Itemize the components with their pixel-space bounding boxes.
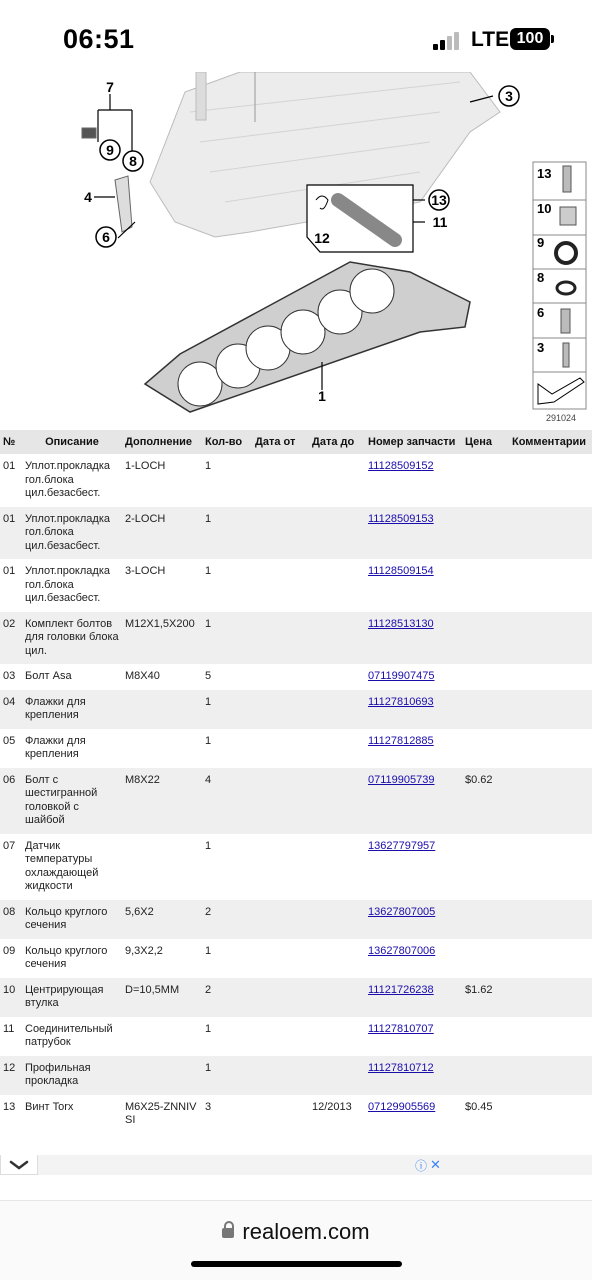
- description-text: Датчик температуры охлаждающей жидкости: [25, 839, 99, 892]
- cell-description: [22, 507, 122, 560]
- description-text: Кольцо круглого сечения: [25, 944, 108, 970]
- cell-item-number: [0, 454, 22, 507]
- item-number-text: 03: [3, 670, 16, 682]
- ad-icons: [415, 1157, 441, 1174]
- quantity-text: 2: [205, 905, 212, 918]
- cell-comment: [509, 507, 592, 560]
- cell-date-to: [309, 664, 365, 690]
- battery-tip: [551, 35, 554, 43]
- col-header-price: Цена: [462, 430, 509, 454]
- cell-item-number: [0, 978, 22, 1017]
- cell-addition: [122, 729, 202, 768]
- callout-12: 12: [314, 230, 330, 246]
- addition-text: 5,6X2: [125, 905, 154, 918]
- cell-quantity: [202, 454, 252, 507]
- part-number-link[interactable]: 11127810707: [368, 1022, 434, 1035]
- cell-date-to: [309, 939, 365, 978]
- cell-description: [22, 690, 122, 729]
- addition-text: M8X40: [125, 670, 160, 682]
- cell-price: [462, 507, 509, 560]
- description-text: Уплот.прокладка гол.блока цил.безасбест.: [25, 565, 110, 604]
- cell-item-number: [0, 507, 22, 560]
- cell-part-number: [365, 690, 462, 729]
- cell-quantity: [202, 768, 252, 834]
- description-text: Флажки для крепления: [25, 734, 86, 760]
- table-row: [0, 939, 592, 978]
- cell-date-to: [309, 978, 365, 1017]
- col-header-quantity: Кол-во: [202, 430, 252, 454]
- cell-comment: [509, 664, 592, 690]
- item-number-text: 02: [3, 617, 16, 630]
- cell-description: [22, 664, 122, 690]
- price-text: $0.62: [465, 773, 493, 786]
- item-number-text: 08: [3, 905, 16, 918]
- table-row: [0, 690, 592, 729]
- cell-description: [22, 612, 122, 665]
- cell-comment: [509, 1095, 592, 1134]
- cell-date-from: [252, 729, 309, 768]
- addition-text: 3-LOCH: [125, 565, 166, 577]
- table-row: [0, 729, 592, 768]
- cell-description: [22, 729, 122, 768]
- table-row: [0, 768, 592, 834]
- cell-addition: [122, 900, 202, 939]
- cell-addition: [122, 978, 202, 1017]
- cell-quantity: [202, 900, 252, 939]
- cell-date-from: [252, 939, 309, 978]
- item-number-text: 05: [3, 734, 16, 747]
- description-text: Винт Torx: [25, 1100, 74, 1113]
- cell-date-to: [309, 690, 365, 729]
- cell-date-from: [252, 664, 309, 690]
- col-header-no: №: [0, 430, 22, 454]
- cell-comment: [509, 559, 592, 612]
- cell-date-to: [309, 1056, 365, 1095]
- cell-date-from: [252, 900, 309, 939]
- legend-9: 9: [537, 235, 545, 250]
- part-number-link[interactable]: 07119907475: [368, 670, 435, 682]
- table-row: [0, 664, 592, 690]
- description-text: Флажки для крепления: [25, 695, 86, 721]
- description-text: Болт Asa: [25, 670, 72, 682]
- close-icon[interactable]: ✕: [430, 1157, 441, 1172]
- part-number-link[interactable]: 11128509152: [368, 460, 434, 472]
- legend-3: 3: [537, 340, 545, 355]
- description-text: Уплот.прокладка гол.блока цил.безасбест.: [25, 460, 110, 499]
- cell-description: [22, 978, 122, 1017]
- cell-part-number: [365, 729, 462, 768]
- cell-comment: [509, 729, 592, 768]
- item-number-text: 10: [3, 983, 16, 996]
- diagram-code: 291024: [546, 413, 577, 423]
- cell-description: [22, 1095, 122, 1134]
- callout-8: 8: [129, 153, 137, 169]
- cell-addition: [122, 454, 202, 507]
- callout-6: 6: [102, 229, 110, 245]
- part-number-link[interactable]: 11127810693: [368, 695, 434, 708]
- part-number-link[interactable]: 11127812885: [368, 734, 434, 747]
- parts-table: [0, 430, 592, 1134]
- quantity-text: 1: [205, 1022, 212, 1035]
- cell-item-number: [0, 834, 22, 900]
- chevron-down-icon: [9, 1160, 29, 1170]
- callout-4: 4: [84, 189, 92, 205]
- cell-addition: [122, 612, 202, 665]
- cell-part-number: [365, 1017, 462, 1056]
- ad-banner: [0, 1155, 592, 1175]
- cell-date-to: [309, 1017, 365, 1056]
- cell-item-number: [0, 1095, 22, 1134]
- addition-text: 2-LOCH: [125, 512, 166, 525]
- cell-addition: [122, 1056, 202, 1095]
- cell-price: [462, 834, 509, 900]
- cell-quantity: [202, 1095, 252, 1134]
- signal-icon: [433, 32, 463, 50]
- cell-addition: [122, 1095, 202, 1134]
- cell-price: [462, 664, 509, 690]
- cell-price: [462, 559, 509, 612]
- cell-comment: [509, 454, 592, 507]
- cell-part-number: [365, 454, 462, 507]
- price-text: $0.45: [465, 1100, 493, 1113]
- table-row: [0, 900, 592, 939]
- cell-part-number: [365, 939, 462, 978]
- table-header-row: [0, 430, 592, 454]
- callout-3: 3: [505, 88, 513, 104]
- cell-comment: [509, 939, 592, 978]
- description-text: Кольцо круглого сечения: [25, 905, 108, 931]
- cell-part-number: [365, 664, 462, 690]
- network-type: LTE: [471, 28, 510, 51]
- parts-diagram: [0, 72, 592, 428]
- cell-part-number: [365, 768, 462, 834]
- parts-legend: [533, 162, 586, 409]
- cell-date-to: [309, 1095, 365, 1134]
- cell-item-number: [0, 664, 22, 690]
- status-bar: [0, 0, 592, 72]
- cell-item-number: [0, 1017, 22, 1056]
- cell-date-from: [252, 768, 309, 834]
- cell-date-from: [252, 1056, 309, 1095]
- quantity-text: 4: [205, 773, 212, 786]
- cell-comment: [509, 690, 592, 729]
- description-text: Уплот.прокладка гол.блока цил.безасбест.: [25, 512, 110, 552]
- table-row: [0, 507, 592, 560]
- cell-date-from: [252, 1095, 309, 1134]
- cell-quantity: [202, 729, 252, 768]
- addition-text: M6X25-ZNNIV SI: [125, 1100, 197, 1126]
- legend-13: 13: [537, 166, 552, 181]
- callout-9: 9: [106, 142, 114, 158]
- quantity-text: 5: [205, 670, 212, 682]
- browser-url-bar[interactable]: [0, 1200, 592, 1280]
- cell-part-number: [365, 507, 462, 560]
- table-row: [0, 834, 592, 900]
- item-number-text: 12: [3, 1061, 16, 1074]
- cell-quantity: [202, 978, 252, 1017]
- cell-date-from: [252, 690, 309, 729]
- url-display[interactable]: [0, 1219, 592, 1245]
- addition-text: M8X22: [125, 773, 160, 786]
- parts-table-wrap: [0, 430, 592, 1134]
- cell-description: [22, 900, 122, 939]
- cell-date-to: [309, 454, 365, 507]
- quantity-text: 1: [205, 944, 212, 957]
- cell-price: [462, 768, 509, 834]
- quantity-text: 3: [205, 1100, 212, 1113]
- quantity-text: 2: [205, 983, 212, 996]
- cell-description: [22, 939, 122, 978]
- cell-addition: [122, 664, 202, 690]
- col-header-date-to: Дата до: [309, 430, 365, 454]
- cell-quantity: [202, 690, 252, 729]
- callout-1: 1: [318, 388, 326, 404]
- table-row: [0, 559, 592, 612]
- cell-date-from: [252, 834, 309, 900]
- cell-quantity: [202, 939, 252, 978]
- item-number-text: 06: [3, 773, 16, 786]
- cell-description: [22, 768, 122, 834]
- col-header-description: Описание: [22, 430, 122, 454]
- cell-date-to: [309, 900, 365, 939]
- ad-toggle-button[interactable]: [0, 1155, 38, 1175]
- cell-addition: [122, 507, 202, 560]
- cell-price: [462, 690, 509, 729]
- quantity-text: 1: [205, 565, 212, 577]
- part-number-link[interactable]: 13627807005: [368, 905, 436, 918]
- cell-price: [462, 978, 509, 1017]
- cell-item-number: [0, 612, 22, 665]
- cell-date-to: [309, 612, 365, 665]
- item-number-text: 13: [3, 1100, 16, 1113]
- description-text: Центрирующая втулка: [25, 983, 104, 1009]
- info-icon[interactable]: ⓘ: [415, 1159, 428, 1173]
- description-text: Болт с шестигранной головкой с шайбой: [25, 773, 98, 826]
- legend-10: 10: [537, 201, 552, 216]
- description-text: Соединительный патрубок: [25, 1022, 113, 1048]
- cell-part-number: [365, 559, 462, 612]
- part-number-link[interactable]: 11121726238: [368, 983, 434, 996]
- cell-addition: [122, 1017, 202, 1056]
- price-text: $1.62: [465, 983, 493, 996]
- cell-date-to: [309, 768, 365, 834]
- cell-part-number: [365, 900, 462, 939]
- item-number-text: 09: [3, 944, 16, 957]
- url-text: realoem.com: [242, 1219, 370, 1244]
- cell-quantity: [202, 1056, 252, 1095]
- cell-item-number: [0, 690, 22, 729]
- cell-quantity: [202, 664, 252, 690]
- item-number-text: 11: [3, 1022, 15, 1035]
- quantity-text: 1: [205, 734, 212, 747]
- col-header-comments: Комментарии: [509, 430, 592, 454]
- cell-date-to: [309, 834, 365, 900]
- cell-date-from: [252, 978, 309, 1017]
- part-number-link[interactable]: 13627797957: [368, 839, 436, 852]
- legend-8: 8: [537, 270, 545, 285]
- quantity-text: 1: [205, 617, 212, 630]
- cell-item-number: [0, 900, 22, 939]
- cell-quantity: [202, 612, 252, 665]
- addition-text: M12X1,5X200: [125, 617, 195, 630]
- quantity-text: 1: [205, 839, 212, 852]
- legend-6: 6: [537, 305, 545, 320]
- description-text: Комплект болтов для головки блока цил.: [25, 617, 119, 657]
- cell-addition: [122, 939, 202, 978]
- part-number-link[interactable]: 07119905739: [368, 773, 435, 786]
- cell-description: [22, 559, 122, 612]
- cell-comment: [509, 1056, 592, 1095]
- cell-price: [462, 1095, 509, 1134]
- cell-comment: [509, 612, 592, 665]
- cell-description: [22, 1056, 122, 1095]
- battery-icon: 100: [510, 28, 550, 50]
- cell-date-from: [252, 612, 309, 665]
- cell-addition: [122, 768, 202, 834]
- cell-quantity: [202, 507, 252, 560]
- cell-price: [462, 1017, 509, 1056]
- cell-date-from: [252, 1017, 309, 1056]
- quantity-text: 1: [205, 695, 212, 708]
- item-number-text: 01: [3, 512, 16, 525]
- cell-date-from: [252, 454, 309, 507]
- addition-text: 1-LOCH: [125, 460, 166, 472]
- cell-comment: [509, 834, 592, 900]
- item-number-text: 01: [3, 565, 16, 577]
- date-to-text: 12/2013: [312, 1100, 352, 1113]
- cell-item-number: [0, 1056, 22, 1095]
- status-time: 06:51: [63, 24, 135, 54]
- head-gasket-drawing: [145, 262, 470, 412]
- part-number-link[interactable]: 11128513130: [368, 617, 434, 630]
- lock-icon: [222, 1226, 234, 1240]
- cell-date-to: [309, 559, 365, 612]
- table-row: [0, 1095, 592, 1134]
- callout-7: 7: [106, 79, 114, 95]
- quantity-text: 1: [205, 460, 212, 472]
- cell-comment: [509, 978, 592, 1017]
- cell-date-to: [309, 729, 365, 768]
- cell-price: [462, 900, 509, 939]
- cell-part-number: [365, 978, 462, 1017]
- cell-description: [22, 454, 122, 507]
- part-number-link[interactable]: 13627807006: [368, 944, 436, 957]
- cell-price: [462, 454, 509, 507]
- cell-date-from: [252, 507, 309, 560]
- cell-part-number: [365, 1095, 462, 1134]
- cell-description: [22, 1017, 122, 1056]
- table-row: [0, 978, 592, 1017]
- cell-price: [462, 939, 509, 978]
- cell-date-from: [252, 559, 309, 612]
- cell-addition: [122, 834, 202, 900]
- part-number-link[interactable]: 11128509154: [368, 565, 434, 577]
- cell-price: [462, 729, 509, 768]
- item-number-text: 07: [3, 839, 16, 852]
- cell-item-number: [0, 939, 22, 978]
- col-header-date-from: Дата от: [252, 430, 309, 454]
- cell-item-number: [0, 729, 22, 768]
- cell-addition: [122, 559, 202, 612]
- col-header-addition: Дополнение: [122, 430, 202, 454]
- table-row: [0, 1017, 592, 1056]
- cell-quantity: [202, 1017, 252, 1056]
- callout-13: 13: [431, 192, 447, 208]
- col-header-part-number: Номер запчасти: [365, 430, 462, 454]
- cell-date-to: [309, 507, 365, 560]
- addition-text: 9,3X2,2: [125, 944, 163, 957]
- description-text: Профильная прокладка: [25, 1061, 91, 1087]
- cell-item-number: [0, 559, 22, 612]
- cell-price: [462, 1056, 509, 1095]
- addition-text: D=10,5MM: [125, 983, 180, 996]
- cell-comment: [509, 1017, 592, 1056]
- home-indicator[interactable]: [191, 1261, 402, 1267]
- item-number-text: 01: [3, 460, 16, 472]
- part-number-link[interactable]: 11128509153: [368, 512, 434, 525]
- cell-quantity: [202, 834, 252, 900]
- cell-comment: [509, 900, 592, 939]
- cell-comment: [509, 768, 592, 834]
- cell-description: [22, 834, 122, 900]
- item-number-text: 04: [3, 695, 16, 708]
- cell-part-number: [365, 834, 462, 900]
- part-number-link[interactable]: 07129905569: [368, 1100, 436, 1113]
- cell-price: [462, 612, 509, 665]
- table-row: [0, 454, 592, 507]
- quantity-text: 1: [205, 512, 212, 525]
- cell-item-number: [0, 768, 22, 834]
- cell-addition: [122, 690, 202, 729]
- part-number-link[interactable]: 11127810712: [368, 1061, 434, 1074]
- cell-quantity: [202, 559, 252, 612]
- table-row: [0, 612, 592, 665]
- parts-diagram-svg: [0, 72, 592, 428]
- callout-11: 11: [432, 214, 448, 230]
- cell-part-number: [365, 1056, 462, 1095]
- table-row: [0, 1056, 592, 1095]
- quantity-text: 1: [205, 1061, 212, 1074]
- cell-part-number: [365, 612, 462, 665]
